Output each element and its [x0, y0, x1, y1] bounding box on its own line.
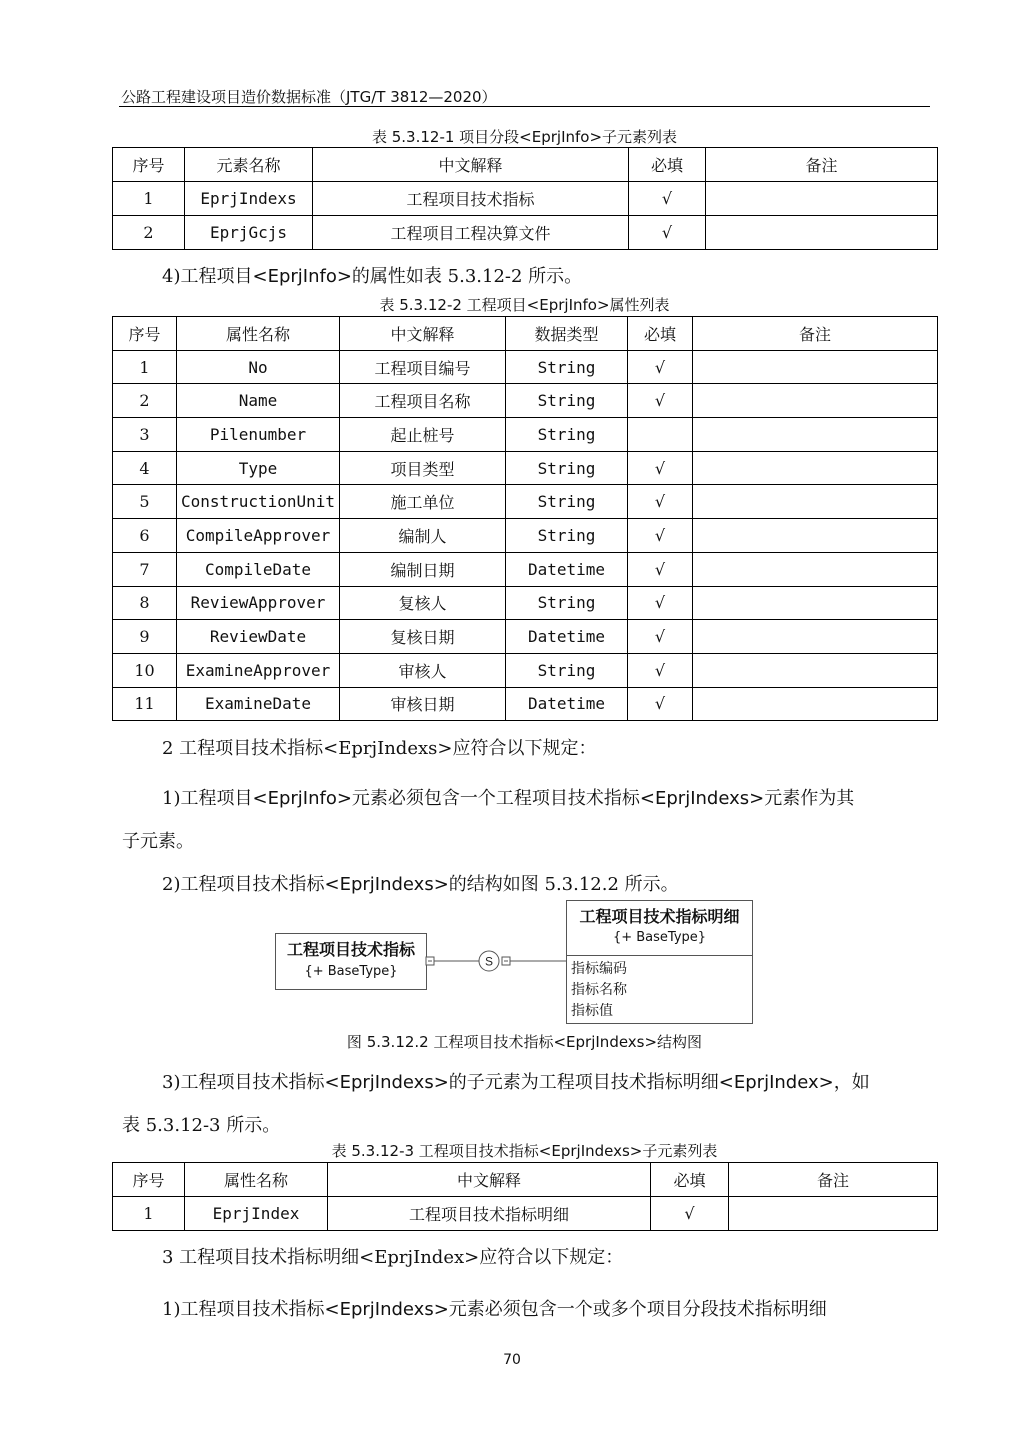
code-ref: <EprjIndexs> [324, 1072, 449, 1093]
table2-caption: 表 5.3.12-2 工程项目<EprjInfo>属性列表 [379, 296, 670, 314]
table-row [113, 350, 938, 384]
table-row [113, 552, 938, 586]
table-cell [693, 451, 938, 485]
table-cell: 1 [113, 182, 185, 216]
paragraph-text: 元素必须包含一个或多个项目分段技术指标明细 [448, 1299, 827, 1320]
table-cell: CompileApprover [177, 519, 340, 553]
table-cell: 3 [113, 418, 177, 452]
paragraph-text: ，如 [833, 1072, 870, 1093]
table2-header-cell: 序号 [113, 317, 177, 351]
diagram-field: 指标值 [571, 1003, 613, 1019]
table-cell: 1 [113, 350, 177, 384]
table-cell [693, 552, 938, 586]
table-cell: 8 [113, 586, 177, 620]
table-cell: ReviewApprover [177, 586, 340, 620]
table2-header-cell: 必填 [628, 317, 693, 351]
table1-header-cell: 序号 [113, 148, 185, 182]
table-cell: √ [628, 620, 693, 654]
table-cell [693, 384, 938, 418]
code-ref: <EprjIndex> [718, 1072, 834, 1093]
paragraph-text: 3)工程项目技术指标 [162, 1072, 325, 1093]
paragraph-text: 的子元素为工程项目技术指标明细 [448, 1072, 719, 1093]
table-cell: 10 [113, 653, 177, 687]
diagram-field-list [571, 959, 627, 1022]
paragraph-6: 3 工程项目技术指标明细<EprjIndex>应符合以下规定： [162, 1247, 624, 1268]
diagram-left-box-subtitle: {+ BaseType} [304, 964, 398, 979]
table3 [112, 1162, 938, 1231]
table3-header-cell: 序号 [113, 1163, 185, 1197]
table-cell [693, 653, 938, 687]
table-cell: EprjIndexs [185, 182, 313, 216]
table-cell: √ [628, 552, 693, 586]
paragraph-text: 1)工程项目 [162, 788, 253, 809]
diagram-field: 指标名称 [571, 982, 627, 998]
table-cell: EprjGcjs [185, 216, 313, 250]
table-cell: String [506, 586, 628, 620]
table3-header-cell: 必填 [651, 1163, 729, 1197]
paragraph-text: 元素必须包含一个工程项目技术指标 [351, 788, 640, 809]
table2-header-cell: 属性名称 [177, 317, 340, 351]
table-cell: 4 [113, 451, 177, 485]
table-row [113, 519, 938, 553]
code-ref: <EprjIndexs> [324, 1299, 449, 1320]
table-cell: 11 [113, 687, 177, 721]
table-cell [693, 586, 938, 620]
table-cell: String [506, 519, 628, 553]
figure-caption: 图 5.3.12.2 工程项目技术指标<EprjIndexs>结构图 [346, 1033, 703, 1051]
table-cell: String [506, 653, 628, 687]
table-cell [693, 519, 938, 553]
diagram-right-box-subtitle: {+ BaseType} [612, 930, 707, 945]
paragraph-text: 的结构如图 5.3.12.2 所示。 [448, 874, 679, 895]
table-cell [693, 485, 938, 519]
table1-header-row [113, 148, 938, 182]
paragraph-text: 元素作为其 [764, 788, 855, 809]
table-row [113, 216, 938, 250]
table-cell: 6 [113, 519, 177, 553]
table-row [113, 182, 938, 216]
running-header: 公路工程建设项目造价数据标准（JTG/T 3812—2020） [121, 88, 497, 106]
table-cell: String [506, 418, 628, 452]
table-cell: 2 [113, 216, 185, 250]
diagram-connector [425, 940, 570, 985]
table-cell: No [177, 350, 340, 384]
table-row [113, 1197, 938, 1231]
table-cell: ConstructionUnit [177, 485, 340, 519]
table-cell: 2 [113, 384, 177, 418]
table-cell: ExamineDate [177, 687, 340, 721]
table1-caption: 表 5.3.12-1 项目分段<EprjInfo>子元素列表 [371, 128, 678, 146]
table-cell: ReviewDate [177, 620, 340, 654]
table3-header-cell: 属性名称 [185, 1163, 328, 1197]
diagram-right-box [566, 900, 753, 1024]
paragraph-1 [162, 262, 582, 288]
table-cell: 1 [113, 1197, 185, 1231]
code-ref: <EprjIndexs> [639, 788, 765, 809]
table-cell: Datetime [506, 620, 628, 654]
sequence-symbol: S [484, 954, 494, 969]
table-cell: √ [628, 485, 693, 519]
table-cell: Name [177, 384, 340, 418]
diagram-right-box-title: 工程项目技术指标明细 [579, 907, 740, 926]
table-cell [706, 182, 938, 216]
paragraph-text: 1)工程项目技术指标 [162, 1299, 325, 1320]
table-cell [693, 687, 938, 721]
diagram-left-box-title: 工程项目技术指标 [286, 940, 415, 959]
table-cell: 施工单位 [340, 485, 506, 519]
diagram-left-box [275, 933, 427, 990]
table-cell: 复核人 [340, 586, 506, 620]
table-cell: 工程项目技术指标 [313, 182, 629, 216]
table-cell [693, 620, 938, 654]
table-cell [693, 418, 938, 452]
table-cell: 7 [113, 552, 177, 586]
table-cell: 审核日期 [340, 687, 506, 721]
table-cell: 编制人 [340, 519, 506, 553]
paragraph-text: 4)工程项目 [162, 266, 253, 287]
diagram-right-box-divider [567, 955, 752, 956]
paragraph-5-line2: 表 5.3.12-3 所示。 [122, 1115, 281, 1136]
table-cell: √ [628, 586, 693, 620]
table-cell: 工程项目技术指标明细 [328, 1197, 651, 1231]
table-cell: √ [628, 519, 693, 553]
table-row [113, 485, 938, 519]
paragraph-2: 2 工程项目技术指标<EprjIndexs>应符合以下规定： [162, 738, 597, 759]
code-ref: <EprjIndexs> [324, 874, 449, 895]
paragraph-3-line1 [162, 784, 854, 810]
table-cell: CompileDate [177, 552, 340, 586]
paragraph-text: 的属性如表 5.3.12-2 所示。 [351, 266, 583, 287]
table2-header-cell: 备注 [693, 317, 938, 351]
table1 [112, 147, 938, 250]
table-cell: ExamineApprover [177, 653, 340, 687]
table-cell [628, 418, 693, 452]
table-cell: Pilenumber [177, 418, 340, 452]
table-cell: EprjIndex [185, 1197, 328, 1231]
table2-header-cell: 数据类型 [506, 317, 628, 351]
table-cell: 9 [113, 620, 177, 654]
table-row [113, 451, 938, 485]
table-cell: String [506, 451, 628, 485]
table-cell: √ [628, 384, 693, 418]
table-row [113, 586, 938, 620]
table-cell: 复核日期 [340, 620, 506, 654]
table2 [112, 316, 938, 721]
table-cell: √ [628, 687, 693, 721]
table-cell: 编制日期 [340, 552, 506, 586]
paragraph-7 [162, 1295, 827, 1321]
table2-body [113, 350, 938, 721]
table-cell: √ [629, 182, 706, 216]
table-row [113, 687, 938, 721]
table2-header-cell: 中文解释 [340, 317, 506, 351]
table-cell: √ [628, 451, 693, 485]
table-cell: 工程项目工程决算文件 [313, 216, 629, 250]
header-rule [119, 106, 930, 107]
table-cell: 项目类型 [340, 451, 506, 485]
table-cell: √ [628, 653, 693, 687]
table3-header-cell: 备注 [729, 1163, 938, 1197]
table1-header-cell: 必填 [629, 148, 706, 182]
diagram-field: 指标编码 [571, 961, 627, 977]
table-cell: 起止桩号 [340, 418, 506, 452]
code-ref: <EprjInfo> [252, 788, 352, 809]
table-cell [693, 350, 938, 384]
table2-header-row [113, 317, 938, 351]
table-cell: String [506, 350, 628, 384]
table-cell [706, 216, 938, 250]
table-row [113, 653, 938, 687]
page-number: 70 [503, 1352, 521, 1368]
code-ref: <EprjInfo> [252, 266, 352, 287]
table1-header-cell: 元素名称 [185, 148, 313, 182]
table1-header-cell: 备注 [706, 148, 938, 182]
table-cell [729, 1197, 938, 1231]
table1-header-cell: 中文解释 [313, 148, 629, 182]
table-cell: Datetime [506, 552, 628, 586]
paragraph-5-line1 [162, 1068, 870, 1094]
paragraph-text: 2)工程项目技术指标 [162, 874, 325, 895]
table-cell: String [506, 384, 628, 418]
table3-header-cell: 中文解释 [328, 1163, 651, 1197]
table-row [113, 384, 938, 418]
table-row [113, 418, 938, 452]
paragraph-4 [162, 870, 679, 896]
table-cell: 审核人 [340, 653, 506, 687]
table3-header-row [113, 1163, 938, 1197]
table-cell: 工程项目编号 [340, 350, 506, 384]
table-cell: √ [628, 350, 693, 384]
table-cell: Type [177, 451, 340, 485]
table3-caption: 表 5.3.12-3 工程项目技术指标<EprjIndexs>子元素列表 [331, 1142, 718, 1160]
table-row [113, 620, 938, 654]
table-cell: √ [629, 216, 706, 250]
table-cell: √ [651, 1197, 729, 1231]
table-cell: String [506, 485, 628, 519]
table-cell: Datetime [506, 687, 628, 721]
paragraph-3-line2: 子元素。 [122, 831, 194, 852]
table-cell: 工程项目名称 [340, 384, 506, 418]
table-cell: 5 [113, 485, 177, 519]
